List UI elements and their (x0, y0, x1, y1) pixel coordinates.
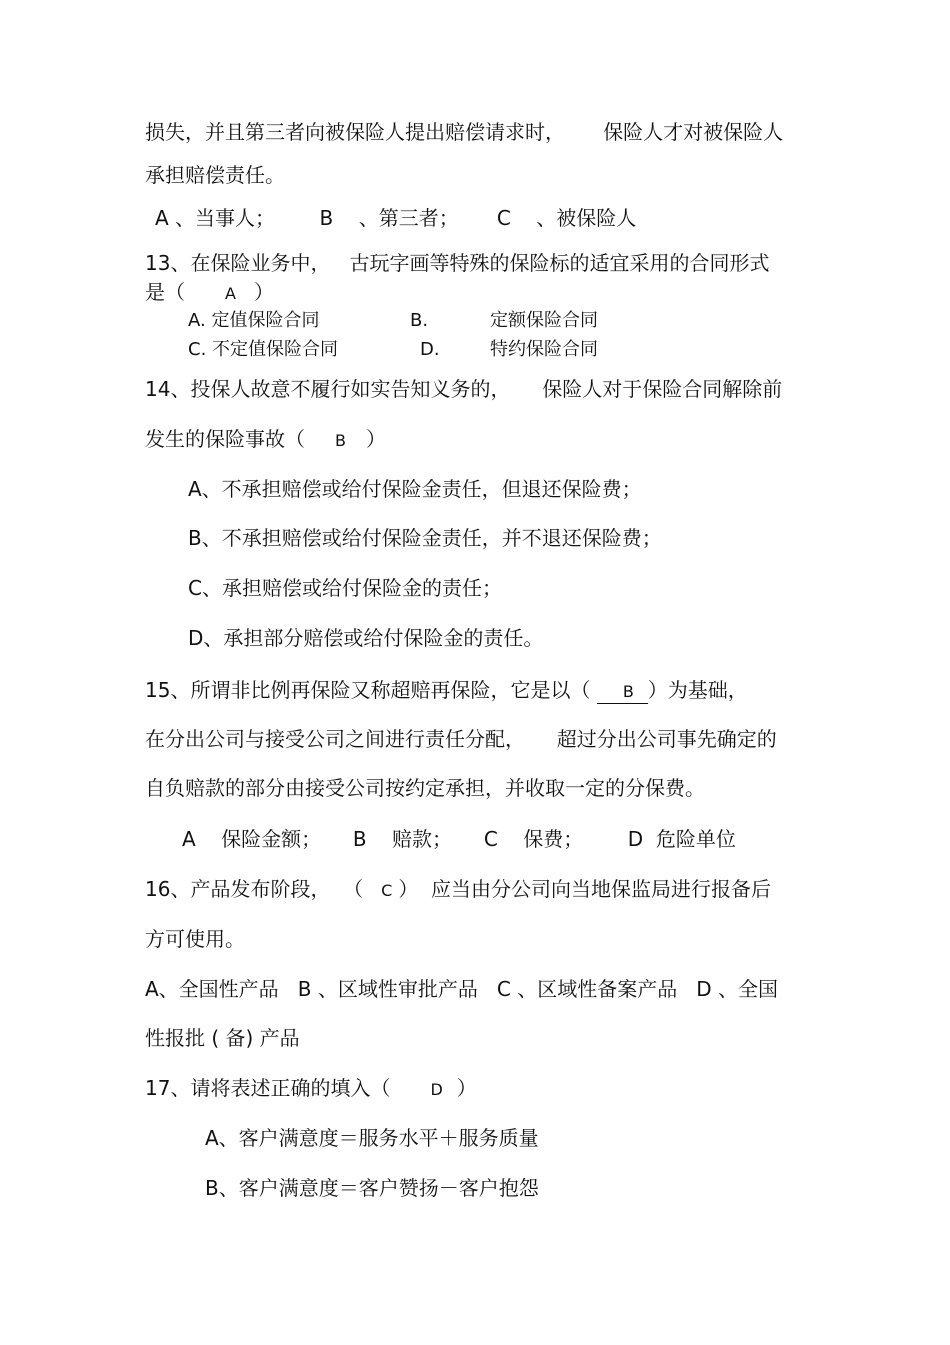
option-b-letter: B. (410, 310, 429, 331)
answer-letter: A (225, 284, 236, 303)
answer-blank: B (597, 681, 648, 704)
question-text: ） (365, 427, 386, 451)
options-line: A 保险金额； B 赔款； C 保费； D 危险单位 (182, 827, 736, 851)
text-line: 损失，并且第三者向被保险人提出赔偿请求时， 保险人才对被保险人 (145, 120, 784, 144)
question-text: ） (253, 280, 274, 304)
option-a: A、客户满意度＝服务水平＋服务质量 (205, 1126, 539, 1150)
answer-letter: C (381, 881, 393, 900)
text-line: 承担赔偿责任。 (145, 163, 285, 187)
question-15-cont: 自负赔款的部分由接受公司按约定承担，并收取一定的分保费。 (145, 776, 705, 800)
question-16 (145, 876, 771, 904)
question-13-cont (145, 279, 274, 307)
question-16-cont: 方可使用。 (145, 927, 245, 951)
question-15 (145, 677, 748, 704)
option-b: B、客户满意度＝客户赞扬－客户抱怨 (205, 1176, 539, 1200)
question-text: 是（ (145, 280, 185, 304)
question-text: 发生的保险事故（ (145, 427, 305, 451)
question-17 (145, 1075, 477, 1103)
option-d-letter: D. (420, 339, 440, 360)
option-a: A、不承担赔偿或给付保险金责任，但退还保险费； (188, 477, 642, 501)
options-line: 性报批 ( 备) 产品 (145, 1026, 300, 1050)
option-d: D、承担部分赔偿或给付保险金的责任。 (188, 626, 544, 650)
question-text: 15、所谓非比例再保险又称超赔再保险，它是以（ (145, 678, 597, 702)
question-text: ） (456, 1076, 477, 1100)
question-text: ）为基础， (647, 678, 748, 702)
question-14-cont (145, 426, 386, 454)
question-text: 16、产品发布阶段， （ (145, 877, 364, 901)
question-14: 14、投保人故意不履行如实告知义务的， 保险人对于保险合同解除前 (145, 377, 783, 401)
question-text: 17、请将表述正确的填入（ (145, 1076, 391, 1100)
option-c: C、承担赔偿或给付保险金的责任； (188, 576, 502, 600)
option-a: A. 定值保险合同 (188, 310, 320, 331)
answer-letter: D (430, 1080, 443, 1099)
question-text: ） 应当由分公司向当地保监局进行报备后 (398, 877, 772, 901)
option-b: B、不承担赔偿或给付保险金责任，并不退还保险费； (188, 526, 662, 550)
option-d: 特约保险合同 (490, 339, 598, 360)
option-b: 定额保险合同 (490, 310, 598, 331)
option-c: C. 不定值保险合同 (188, 339, 339, 360)
options-line: A、全国性产品 B 、区域性审批产品 C 、区域性备案产品 D 、全国 (145, 977, 779, 1001)
question-13: 13、在保险业务中， 古玩字画等特殊的保险标的适宜采用的合同形式 (145, 251, 770, 275)
options-line: A 、当事人； B 、第三者； C 、被保险人 (155, 206, 637, 230)
answer-letter: B (335, 431, 346, 450)
question-15-cont: 在分出公司与接受公司之间进行责任分配， 超过分出公司事先确定的 (145, 727, 777, 751)
